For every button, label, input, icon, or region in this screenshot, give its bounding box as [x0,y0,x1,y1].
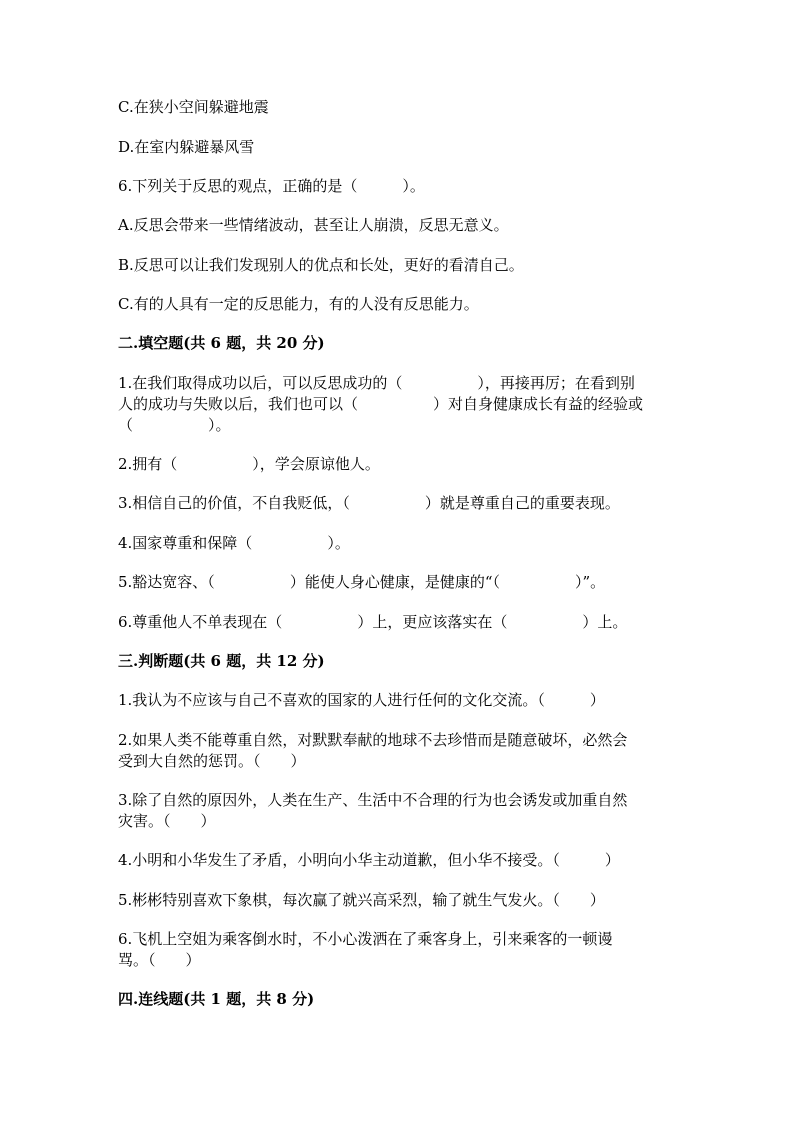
option-d-blizzard: D.在室内躲避暴风雪 [118,138,255,156]
true-false-3-line-2: 灾害。（ ） [118,812,216,830]
question-6-stem: 6.下列关于反思的观点，正确的是（ ）。 [118,177,425,195]
section-heading-matching: 四.连线题(共 1 题，共 8 分) [118,990,315,1008]
true-false-2-line-2: 受到大自然的惩罚。（ ） [118,752,306,770]
fill-blank-5: 5.豁达宽容、（ ）能使人身心健康，是健康的“（ ）”。 [118,573,606,591]
section-heading-true-false: 三.判断题(共 6 题，共 12 分) [118,652,325,670]
question-6-option-b: B.反思可以让我们发现别人的优点和长处，更好的看清自己。 [118,256,524,274]
true-false-2-line-1: 2.如果人类不能尊重自然，对默默奉献的地球不去珍惜而是随意破坏，必然会 [118,731,628,749]
fill-blank-1-line-1: 1.在我们取得成功以后，可以反思成功的（ ），再接再厉；在看到别 [118,374,635,392]
true-false-5: 5.彬彬特别喜欢下象棋，每次赢了就兴高采烈，输了就生气发火。（ ） [118,891,605,909]
fill-blank-1-line-2: 人的成功与失败以后，我们也可以（ ）对自身健康成长有益的经验或 [118,395,644,413]
question-6-option-c: C.有的人具有一定的反思能力，有的人没有反思能力。 [118,295,479,313]
true-false-1: 1.我认为不应该与自己不喜欢的国家的人进行任何的文化交流。（ ） [118,691,605,709]
fill-blank-1-line-3: （ ）。 [118,416,231,434]
question-6-option-a: A.反思会带来一些情绪波动，甚至让人崩溃，反思无意义。 [118,216,509,234]
true-false-6-line-2: 骂。（ ） [118,951,201,969]
fill-blank-3: 3.相信自己的价值，不自我贬低，（ ）就是尊重自己的重要表现。 [118,494,620,512]
true-false-4: 4.小明和小华发生了矛盾，小明向小华主动道歉，但小华不接受。（ ） [118,851,620,869]
section-heading-fill-blank: 二.填空题(共 6 题，共 20 分) [118,334,325,352]
option-c-earthquake: C.在狭小空间躲避地震 [118,98,269,116]
true-false-6-line-1: 6.飞机上空姐为乘客倒水时，不小心泼洒在了乘客身上，引来乘客的一顿谩 [118,930,613,948]
fill-blank-4: 4.国家尊重和保障（ ）。 [118,534,350,552]
fill-blank-6: 6.尊重他人不单表现在（ ）上，更应该落实在（ ）上。 [118,613,628,631]
true-false-3-line-1: 3.除了自然的原因外，人类在生产、生活中不合理的行为也会诱发或加重自然 [118,791,628,809]
fill-blank-2: 2.拥有（ ），学会原谅他人。 [118,455,380,473]
